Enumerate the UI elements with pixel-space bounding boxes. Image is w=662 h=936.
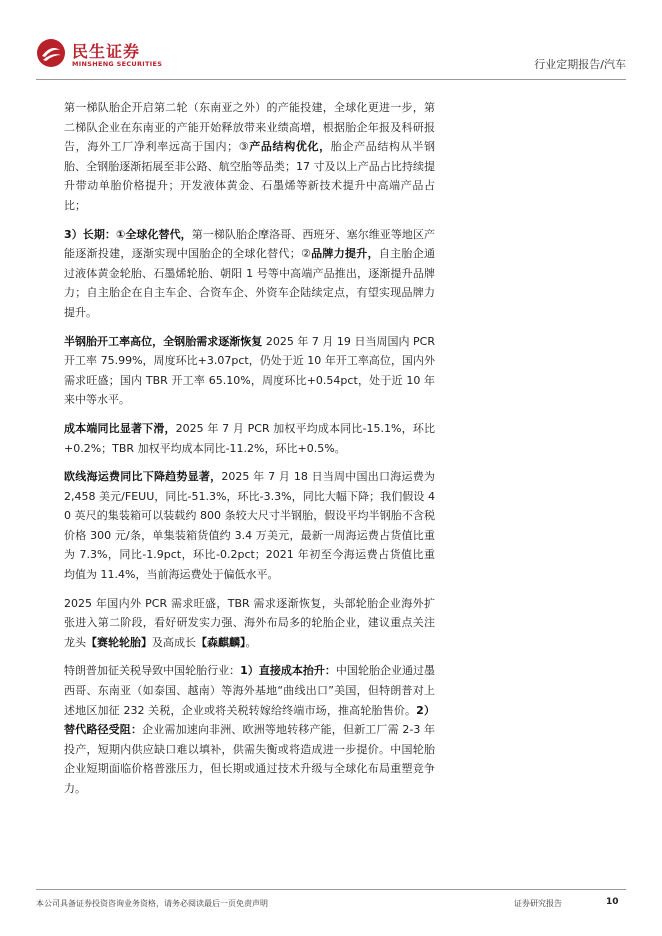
paragraph: [64, 419, 435, 458]
text-run: 第一梯队胎企摩洛哥、西班牙、塞尔维亚等地区产能逐渐投建，逐渐实现中国胎企的全球化替代；②: [64, 227, 436, 261]
minsheng-logo-icon: [36, 38, 66, 68]
header-divider: [36, 79, 626, 80]
text-run: 自主胎企通过液体黄金轮胎、石墨烯轮胎、朝阳 1 号等中高端产品推出，逐渐提升品牌力；自主胎企在自主车企、合资车企、外资车企陆续定点，有望实现品牌力提升。: [64, 247, 435, 319]
bold-text-run: 1）直接成本抬升：: [240, 664, 336, 678]
text-run: 2025 年 7 月 19 日当周国内 PCR 开工率 75.99%，周度环比+3.07pct，仍处于近 10 年开工率高位，国内外需求旺盛；国内 TBR 开工率 65.10%，周度环比+0.54pct，处于近 10 年来中等水平。: [64, 334, 435, 407]
text-run: 胎企产品结构从半钢胎、全钢胎逐渐拓展至非公路、航空胎等品类；17 寸及以上产品占比持续提升带动单胎价格提升；开发液体黄金、石墨烯等新技术提升中高端产品占比；: [64, 140, 435, 212]
bold-text-run: 【赛轮轮胎】: [86, 635, 152, 649]
text-run: 企业需加速向非洲、欧洲等地转移产能，但新工厂需 2-3 年投产，短期内供应缺口难以填补，供需失衡或将造成进一步提价。中国轮胎企业短期面临价格普涨压力，但长期或通过技术升级与全球化布局重塑竞争力。: [64, 723, 435, 795]
text-run: 第一梯队胎企开启第二轮（东南亚之外）的产能投建，全球化更进一步，第二梯队企业在东南亚的产能开始释放带来业绩高增，根据胎企年报及科研报告，海外工厂净利率远高于国内；③: [64, 101, 435, 154]
bold-text-run: 产品结构优化，: [249, 140, 331, 154]
text-run: 及高成长: [152, 635, 196, 649]
text-run: 2025 年 7 月 PCR 加权平均成本同比-15.1%，环比+0.2%；TBR 加权平均成本同比-11.2%，环比+0.5%。: [64, 421, 436, 455]
paragraph: [64, 467, 435, 585]
text-run: 。: [245, 635, 257, 649]
bold-text-run: 3）长期：①全球化替代，: [64, 227, 192, 241]
footer-divider: [36, 889, 626, 890]
paragraph: [64, 98, 435, 216]
paragraph: [64, 332, 435, 410]
text-run: 2025 年国内外 PCR 需求旺盛，TBR 需求逐渐恢复，头部轮胎企业海外扩张进入第二阶段，看好研发实力强、海外布局多的轮胎企业，建议重点关注龙头: [64, 596, 435, 649]
bold-text-run: 2）替代路径受阻：: [64, 703, 435, 737]
report-category: 行业定期报告/汽车: [534, 58, 626, 71]
text-run: 2025 年 7 月 18 日当周中国出口海运费为 2,458 美元/FEUU，同比-51.3%，环比-3.3%，同比大幅下降；我们假设 40 英尺的集装箱可以装载约 800 条较大尺寸半钢胎，假设平均半钢胎不含税价格 300 元/条，单集装箱货值约 3.4 万美元，最新一周海运费占货值比重为 7.3%，同比-1.9pct，环比-0.2pct；2021 年初至今海运费占货值比重均值为 11.4%，当前海运费处于偏低水平。: [64, 470, 435, 582]
logo-chinese-name: 民生证券: [72, 42, 141, 61]
company-logo: [36, 36, 176, 76]
text-run: 特朗普加征关税导致中国轮胎行业：: [64, 664, 241, 678]
paragraph: [64, 594, 435, 653]
paragraph: [64, 661, 435, 798]
footer-disclaimer: 本公司具备证券投资咨询业务资格，请务必阅读最后一页免责声明: [36, 899, 268, 908]
report-body: [64, 98, 435, 799]
paragraph: [64, 225, 435, 323]
logo-english-name: MINSHENG SECURITIES: [72, 60, 163, 68]
text-run: 中国轮胎企业通过墨西哥、东南亚（如泰国、越南）等海外基地“曲线出口”美国，但特朗普对上述地区加征 232 关税，企业或将关税转嫁给终端市场，推高轮胎售价。: [64, 664, 436, 717]
page-header: [36, 36, 626, 76]
bold-text-run: 【森麒麟】: [196, 635, 246, 649]
footer-doc-type: 证券研究报告: [514, 899, 562, 908]
bold-text-run: 欧线海运费同比下降趋势显著，: [64, 470, 222, 484]
bold-text-run: 品牌力提升，: [311, 247, 379, 261]
bold-text-run: 半钢胎开工率高位，全钢胎需求逐渐恢复: [64, 334, 263, 348]
bold-text-run: 成本端同比显著下滑，: [64, 421, 176, 435]
page-number: 10: [606, 897, 619, 907]
